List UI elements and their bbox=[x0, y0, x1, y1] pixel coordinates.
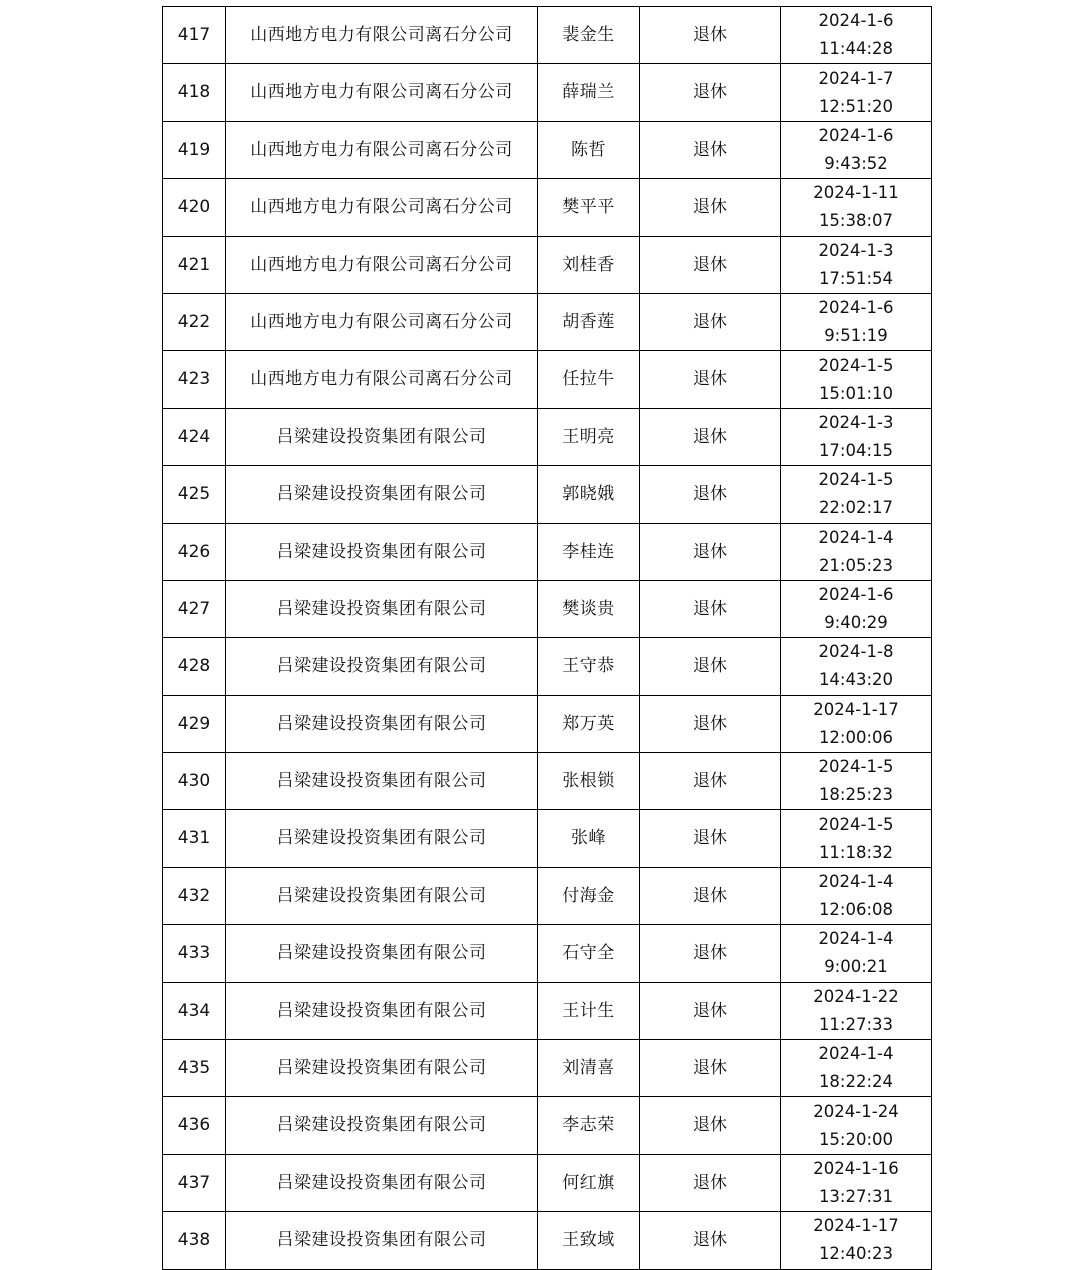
row-number: 436 bbox=[177, 1115, 211, 1136]
unit-name: 吕梁建设投资集团有限公司 bbox=[276, 713, 487, 734]
unit-cell bbox=[226, 867, 538, 924]
table-row bbox=[163, 1212, 932, 1269]
person-name: 李志荣 bbox=[562, 1115, 615, 1136]
retirement-type: 退休 bbox=[693, 1000, 727, 1021]
retirement-type: 退休 bbox=[693, 311, 727, 332]
timestamp-date: 2024-1-5 bbox=[818, 355, 894, 375]
row-number-cell bbox=[163, 638, 226, 695]
person-name: 裴金生 bbox=[562, 25, 615, 45]
person-name: 何红旗 bbox=[562, 1172, 615, 1193]
row-number-cell bbox=[163, 7, 226, 64]
person-name: 李桂连 bbox=[562, 541, 615, 562]
timestamp-date: 2024-1-4 bbox=[818, 527, 894, 547]
retirement-type: 退休 bbox=[693, 541, 727, 562]
timestamp-date: 2024-1-6 bbox=[818, 585, 894, 605]
row-number: 434 bbox=[177, 1000, 211, 1021]
timestamp-date: 2024-1-5 bbox=[818, 757, 894, 777]
timestamp-date: 2024-1-24 bbox=[813, 1101, 899, 1121]
unit-cell bbox=[226, 1154, 538, 1211]
retirement-type: 退休 bbox=[693, 426, 727, 447]
unit-cell bbox=[226, 121, 538, 178]
timestamp-time: 9:40:29 bbox=[824, 613, 888, 633]
unit-name: 山西地方电力有限公司离石分公司 bbox=[250, 197, 513, 218]
row-number-cell bbox=[163, 1040, 226, 1097]
name-cell bbox=[538, 466, 640, 523]
timestamp-time: 11:18:32 bbox=[818, 842, 894, 862]
person-name: 樊平平 bbox=[562, 197, 615, 218]
unit-cell bbox=[226, 982, 538, 1039]
name-cell bbox=[538, 7, 640, 64]
unit-cell bbox=[226, 1097, 538, 1154]
retiree-table bbox=[162, 6, 932, 1270]
type-cell bbox=[640, 1154, 781, 1211]
retirement-type: 退休 bbox=[693, 598, 727, 619]
row-number: 425 bbox=[177, 484, 211, 505]
name-cell bbox=[538, 293, 640, 350]
unit-cell bbox=[226, 925, 538, 982]
row-number: 421 bbox=[177, 254, 211, 275]
row-number: 438 bbox=[177, 1230, 211, 1251]
unit-cell bbox=[226, 408, 538, 465]
unit-name: 吕梁建设投资集团有限公司 bbox=[276, 1115, 487, 1136]
unit-name: 吕梁建设投资集团有限公司 bbox=[276, 771, 487, 792]
row-number: 426 bbox=[177, 541, 211, 562]
timestamp-time: 12:06:08 bbox=[818, 900, 894, 920]
type-cell bbox=[640, 982, 781, 1039]
timestamp-cell bbox=[781, 408, 932, 465]
row-number: 422 bbox=[177, 311, 211, 332]
unit-name: 吕梁建设投资集团有限公司 bbox=[276, 484, 487, 505]
person-name: 任拉牛 bbox=[562, 369, 615, 390]
name-cell bbox=[538, 1212, 640, 1269]
unit-cell bbox=[226, 236, 538, 293]
row-number: 437 bbox=[177, 1172, 211, 1193]
retirement-type: 退休 bbox=[693, 139, 727, 160]
timestamp-date: 2024-1-4 bbox=[818, 872, 894, 892]
timestamp-time: 9:51:19 bbox=[824, 326, 888, 346]
timestamp-cell bbox=[781, 121, 932, 178]
timestamp-cell bbox=[781, 64, 932, 121]
timestamp-time: 13:27:31 bbox=[818, 1187, 894, 1206]
name-cell bbox=[538, 753, 640, 810]
unit-name: 吕梁建设投资集团有限公司 bbox=[276, 885, 487, 906]
timestamp-cell bbox=[781, 810, 932, 867]
row-number-cell bbox=[163, 236, 226, 293]
name-cell bbox=[538, 64, 640, 121]
name-cell bbox=[538, 810, 640, 867]
unit-cell bbox=[226, 179, 538, 236]
table-row bbox=[163, 695, 932, 752]
timestamp-cell bbox=[781, 1040, 932, 1097]
name-cell bbox=[538, 351, 640, 408]
type-cell bbox=[640, 1212, 781, 1269]
table-row bbox=[163, 580, 932, 637]
type-cell bbox=[640, 466, 781, 523]
table-row bbox=[163, 982, 932, 1039]
row-number: 424 bbox=[177, 426, 211, 447]
unit-name: 吕梁建设投资集团有限公司 bbox=[276, 426, 487, 447]
timestamp-cell bbox=[781, 753, 932, 810]
timestamp-cell bbox=[781, 7, 932, 64]
name-cell bbox=[538, 867, 640, 924]
timestamp-time: 18:22:24 bbox=[818, 1072, 894, 1092]
table-row bbox=[163, 179, 932, 236]
row-number: 418 bbox=[177, 82, 211, 103]
table-row bbox=[163, 638, 932, 695]
timestamp-time: 18:25:23 bbox=[818, 785, 894, 805]
type-cell bbox=[640, 580, 781, 637]
timestamp-cell bbox=[781, 867, 932, 924]
timestamp-date: 2024-1-11 bbox=[813, 183, 899, 203]
person-name: 薛瑞兰 bbox=[562, 82, 615, 103]
name-cell bbox=[538, 523, 640, 580]
name-cell bbox=[538, 580, 640, 637]
timestamp-time: 17:51:54 bbox=[818, 268, 894, 288]
timestamp-date: 2024-1-7 bbox=[818, 68, 894, 88]
unit-name: 山西地方电力有限公司离石分公司 bbox=[250, 25, 513, 45]
timestamp-time: 9:43:52 bbox=[824, 153, 888, 173]
timestamp-time: 15:01:10 bbox=[818, 383, 894, 403]
person-name: 王致域 bbox=[562, 1230, 615, 1251]
timestamp-cell bbox=[781, 1097, 932, 1154]
person-name: 郭晓娥 bbox=[562, 484, 615, 505]
row-number-cell bbox=[163, 982, 226, 1039]
unit-name: 吕梁建设投资集团有限公司 bbox=[276, 943, 487, 964]
row-number-cell bbox=[163, 179, 226, 236]
row-number: 435 bbox=[177, 1058, 211, 1079]
row-number: 419 bbox=[177, 139, 211, 160]
row-number: 433 bbox=[177, 943, 211, 964]
retirement-type: 退休 bbox=[693, 197, 727, 218]
unit-cell bbox=[226, 1212, 538, 1269]
name-cell bbox=[538, 408, 640, 465]
unit-cell bbox=[226, 293, 538, 350]
timestamp-date: 2024-1-6 bbox=[818, 11, 894, 31]
type-cell bbox=[640, 64, 781, 121]
row-number-cell bbox=[163, 925, 226, 982]
name-cell bbox=[538, 925, 640, 982]
person-name: 郑万英 bbox=[562, 713, 615, 734]
type-cell bbox=[640, 293, 781, 350]
timestamp-cell bbox=[781, 1154, 932, 1211]
timestamp-date: 2024-1-17 bbox=[813, 1216, 899, 1236]
retirement-type: 退休 bbox=[693, 254, 727, 275]
row-number-cell bbox=[163, 293, 226, 350]
unit-name: 山西地方电力有限公司离石分公司 bbox=[250, 369, 513, 390]
person-name: 王计生 bbox=[562, 1000, 615, 1021]
type-cell bbox=[640, 523, 781, 580]
retirement-type: 退休 bbox=[693, 484, 727, 505]
type-cell bbox=[640, 236, 781, 293]
timestamp-time: 12:51:20 bbox=[818, 96, 894, 116]
timestamp-cell bbox=[781, 523, 932, 580]
person-name: 付海金 bbox=[562, 885, 615, 906]
unit-name: 吕梁建设投资集团有限公司 bbox=[276, 1230, 487, 1251]
table-row bbox=[163, 408, 932, 465]
person-name: 樊谈贵 bbox=[562, 598, 615, 619]
row-number-cell bbox=[163, 351, 226, 408]
table-body bbox=[163, 7, 932, 1270]
type-cell bbox=[640, 925, 781, 982]
person-name: 刘桂香 bbox=[562, 254, 615, 275]
name-cell bbox=[538, 1040, 640, 1097]
timestamp-time: 11:44:28 bbox=[818, 39, 894, 59]
timestamp-date: 2024-1-5 bbox=[818, 470, 894, 490]
timestamp-time: 17:04:15 bbox=[818, 440, 894, 460]
timestamp-time: 21:05:23 bbox=[818, 555, 894, 575]
unit-name: 吕梁建设投资集团有限公司 bbox=[276, 541, 487, 562]
table-row bbox=[163, 293, 932, 350]
row-number: 432 bbox=[177, 885, 211, 906]
timestamp-cell bbox=[781, 236, 932, 293]
unit-name: 山西地方电力有限公司离石分公司 bbox=[250, 82, 513, 103]
timestamp-cell bbox=[781, 580, 932, 637]
name-cell bbox=[538, 1097, 640, 1154]
type-cell bbox=[640, 121, 781, 178]
person-name: 王守恭 bbox=[562, 656, 615, 677]
unit-cell bbox=[226, 1040, 538, 1097]
timestamp-time: 12:40:23 bbox=[818, 1244, 894, 1264]
unit-cell bbox=[226, 523, 538, 580]
row-number: 431 bbox=[177, 828, 211, 849]
person-name: 陈哲 bbox=[571, 139, 606, 160]
person-name: 张根锁 bbox=[562, 771, 615, 792]
timestamp-time: 15:20:00 bbox=[818, 1129, 894, 1149]
person-name: 胡香莲 bbox=[562, 311, 615, 332]
table-row bbox=[163, 810, 932, 867]
unit-name: 山西地方电力有限公司离石分公司 bbox=[250, 311, 513, 332]
timestamp-date: 2024-1-3 bbox=[818, 240, 894, 260]
unit-name: 吕梁建设投资集团有限公司 bbox=[276, 1000, 487, 1021]
row-number-cell bbox=[163, 810, 226, 867]
timestamp-date: 2024-1-5 bbox=[818, 814, 894, 834]
table-row bbox=[163, 7, 932, 64]
timestamp-time: 9:00:21 bbox=[824, 957, 888, 977]
retirement-type: 退休 bbox=[693, 1172, 727, 1193]
table-row bbox=[163, 1154, 932, 1211]
unit-name: 山西地方电力有限公司离石分公司 bbox=[250, 139, 513, 160]
unit-cell bbox=[226, 351, 538, 408]
row-number-cell bbox=[163, 121, 226, 178]
row-number-cell bbox=[163, 64, 226, 121]
timestamp-cell bbox=[781, 351, 932, 408]
type-cell bbox=[640, 638, 781, 695]
name-cell bbox=[538, 121, 640, 178]
type-cell bbox=[640, 867, 781, 924]
unit-cell bbox=[226, 753, 538, 810]
table-row bbox=[163, 867, 932, 924]
unit-cell bbox=[226, 7, 538, 64]
row-number: 429 bbox=[177, 713, 211, 734]
type-cell bbox=[640, 695, 781, 752]
timestamp-time: 14:43:20 bbox=[818, 670, 894, 690]
timestamp-date: 2024-1-6 bbox=[818, 298, 894, 318]
type-cell bbox=[640, 1097, 781, 1154]
unit-name: 吕梁建设投资集团有限公司 bbox=[276, 1058, 487, 1079]
row-number-cell bbox=[163, 580, 226, 637]
row-number-cell bbox=[163, 695, 226, 752]
timestamp-cell bbox=[781, 466, 932, 523]
retirement-type: 退休 bbox=[693, 713, 727, 734]
timestamp-date: 2024-1-16 bbox=[813, 1159, 899, 1178]
name-cell bbox=[538, 982, 640, 1039]
timestamp-date: 2024-1-6 bbox=[818, 125, 894, 145]
timestamp-date: 2024-1-22 bbox=[813, 986, 899, 1006]
retirement-type: 退休 bbox=[693, 771, 727, 792]
retirement-type: 退休 bbox=[693, 82, 727, 103]
name-cell bbox=[538, 695, 640, 752]
table-row bbox=[163, 925, 932, 982]
person-name: 刘清喜 bbox=[562, 1058, 615, 1079]
unit-cell bbox=[226, 638, 538, 695]
table-row bbox=[163, 351, 932, 408]
name-cell bbox=[538, 236, 640, 293]
unit-cell bbox=[226, 810, 538, 867]
type-cell bbox=[640, 351, 781, 408]
name-cell bbox=[538, 1154, 640, 1211]
table-row bbox=[163, 1097, 932, 1154]
retirement-type: 退休 bbox=[693, 1230, 727, 1251]
unit-name: 吕梁建设投资集团有限公司 bbox=[276, 828, 487, 849]
person-name: 王明亮 bbox=[562, 426, 615, 447]
timestamp-date: 2024-1-3 bbox=[818, 412, 894, 432]
unit-cell bbox=[226, 64, 538, 121]
unit-name: 吕梁建设投资集团有限公司 bbox=[276, 656, 487, 677]
retirement-type: 退休 bbox=[693, 943, 727, 964]
unit-cell bbox=[226, 695, 538, 752]
row-number-cell bbox=[163, 408, 226, 465]
timestamp-cell bbox=[781, 925, 932, 982]
person-name: 石守全 bbox=[562, 943, 615, 964]
timestamp-cell bbox=[781, 1212, 932, 1269]
row-number-cell bbox=[163, 1097, 226, 1154]
table-row bbox=[163, 523, 932, 580]
unit-name: 山西地方电力有限公司离石分公司 bbox=[250, 254, 513, 275]
table-row bbox=[163, 121, 932, 178]
type-cell bbox=[640, 7, 781, 64]
type-cell bbox=[640, 810, 781, 867]
name-cell bbox=[538, 179, 640, 236]
table-row bbox=[163, 64, 932, 121]
retirement-type: 退休 bbox=[693, 828, 727, 849]
retirement-type: 退休 bbox=[693, 369, 727, 390]
timestamp-date: 2024-1-4 bbox=[818, 1044, 894, 1064]
retirement-type: 退休 bbox=[693, 1058, 727, 1079]
retirement-type: 退休 bbox=[693, 885, 727, 906]
type-cell bbox=[640, 1040, 781, 1097]
table-row bbox=[163, 466, 932, 523]
row-number-cell bbox=[163, 753, 226, 810]
timestamp-date: 2024-1-4 bbox=[818, 929, 894, 949]
row-number-cell bbox=[163, 1154, 226, 1211]
timestamp-time: 22:02:17 bbox=[818, 498, 894, 518]
unit-name: 吕梁建设投资集团有限公司 bbox=[276, 598, 487, 619]
table-row bbox=[163, 1040, 932, 1097]
row-number: 427 bbox=[177, 598, 211, 619]
timestamp-date: 2024-1-17 bbox=[813, 699, 899, 719]
row-number: 423 bbox=[177, 369, 211, 390]
row-number-cell bbox=[163, 523, 226, 580]
retirement-type: 退休 bbox=[693, 1115, 727, 1136]
row-number: 430 bbox=[177, 771, 211, 792]
timestamp-cell bbox=[781, 179, 932, 236]
row-number: 420 bbox=[177, 197, 211, 218]
row-number-cell bbox=[163, 867, 226, 924]
person-name: 张峰 bbox=[571, 828, 606, 849]
timestamp-cell bbox=[781, 293, 932, 350]
table-row bbox=[163, 753, 932, 810]
table-row bbox=[163, 236, 932, 293]
timestamp-time: 12:00:06 bbox=[818, 727, 894, 747]
type-cell bbox=[640, 179, 781, 236]
unit-cell bbox=[226, 466, 538, 523]
timestamp-time: 15:38:07 bbox=[818, 211, 894, 231]
timestamp-time: 11:27:33 bbox=[818, 1014, 894, 1034]
type-cell bbox=[640, 408, 781, 465]
row-number-cell bbox=[163, 1212, 226, 1269]
row-number: 417 bbox=[177, 25, 211, 45]
name-cell bbox=[538, 638, 640, 695]
retirement-type: 退休 bbox=[693, 656, 727, 677]
timestamp-date: 2024-1-8 bbox=[818, 642, 894, 662]
row-number: 428 bbox=[177, 656, 211, 677]
timestamp-cell bbox=[781, 982, 932, 1039]
retirement-type: 退休 bbox=[693, 25, 727, 45]
timestamp-cell bbox=[781, 638, 932, 695]
type-cell bbox=[640, 753, 781, 810]
unit-name: 吕梁建设投资集团有限公司 bbox=[276, 1172, 487, 1193]
document-page bbox=[162, 6, 928, 1270]
row-number-cell bbox=[163, 466, 226, 523]
timestamp-cell bbox=[781, 695, 932, 752]
unit-cell bbox=[226, 580, 538, 637]
